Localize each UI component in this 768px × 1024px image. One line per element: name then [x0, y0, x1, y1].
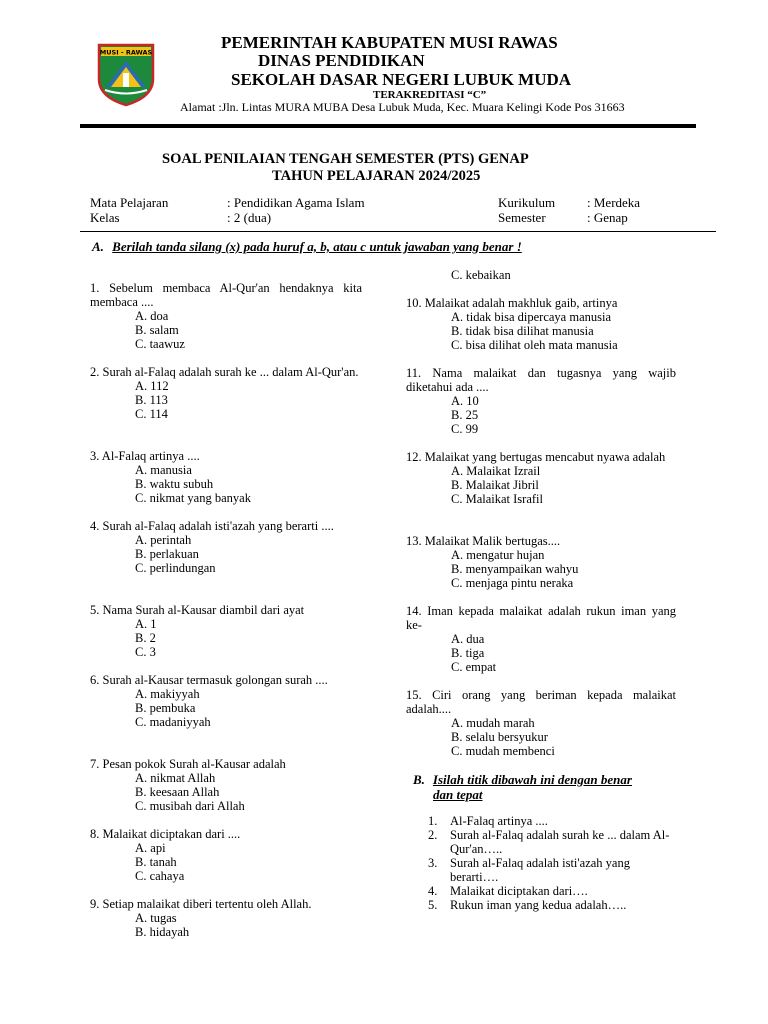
essay-item — [406, 828, 676, 856]
answer-option[interactable]: C. mudah membenci — [451, 744, 555, 758]
essay-item-number: 4. — [428, 884, 438, 898]
answer-option[interactable]: B. 113 — [135, 393, 168, 407]
question-text: 7. Pesan pokok Surah al-Kausar adalah — [90, 757, 286, 771]
essay-item-text: Malaikat diciptakan dari…. — [450, 884, 588, 898]
answer-option[interactable]: B. waktu subuh — [135, 477, 214, 491]
answer-option[interactable]: C. bisa dilihat oleh mata manusia — [451, 338, 618, 352]
essay-item-number: 2. — [428, 828, 438, 842]
essay-item-text: Surah al-Falaq adalah surah ke ... dalam Al-Qur'an….. — [450, 828, 670, 856]
answer-option[interactable]: A. Malaikat Izrail — [451, 464, 541, 478]
question-text: 4. Surah al-Falaq adalah isti'azah yang berarti .... — [90, 519, 334, 533]
answer-option[interactable]: A. 112 — [135, 379, 169, 393]
section-b-heading — [413, 772, 683, 802]
answer-option[interactable]: B. tiga — [451, 646, 485, 660]
answer-option[interactable]: A. mengatur hujan — [451, 548, 545, 562]
section-a-letter: A. — [92, 239, 104, 254]
question-13 — [406, 534, 676, 590]
answer-option[interactable]: B. 2 — [135, 631, 156, 645]
essay-item-number: 1. — [428, 814, 438, 828]
answer-option[interactable]: C. kebaikan — [451, 268, 511, 282]
exam-year: TAHUN PELAJARAN 2024/2025 — [272, 168, 481, 184]
essay-item-number: 5. — [428, 898, 438, 912]
essay-item-text: Rukun iman yang kedua adalah….. — [450, 898, 627, 912]
essay-item — [406, 898, 676, 912]
question-6 — [90, 673, 362, 729]
essay-item-number: 3. — [428, 856, 438, 870]
answer-option[interactable]: B. tidak bisa dilihat manusia — [451, 324, 594, 338]
answer-option[interactable]: A. 10 — [451, 394, 479, 408]
question-4 — [90, 519, 362, 575]
answer-option[interactable]: C. 99 — [451, 422, 479, 436]
answer-option[interactable]: B. perlakuan — [135, 547, 199, 561]
answer-option[interactable]: C. 114 — [135, 407, 168, 421]
answer-option[interactable]: C. perlindungan — [135, 561, 216, 575]
answer-option[interactable]: C. empat — [451, 660, 497, 674]
answer-option[interactable]: B. keesaan Allah — [135, 785, 220, 799]
answer-option[interactable]: A. manusia — [135, 463, 192, 477]
semester-value: : Genap — [587, 210, 628, 225]
accreditation: TERAKREDITASI “C” — [373, 89, 487, 101]
question-text: 3. Al-Falaq artinya .... — [90, 449, 200, 463]
question-text: 5. Nama Surah al-Kausar diambil dari ayat — [90, 603, 305, 617]
answer-option[interactable]: C. Malaikat Israfil — [451, 492, 543, 506]
section-b-instruction-line2: dan tepat — [433, 787, 483, 802]
answer-option[interactable]: C. 3 — [135, 645, 156, 659]
answer-option[interactable]: C. taawuz — [135, 337, 185, 351]
question-2 — [90, 365, 362, 421]
meta-divider — [80, 231, 716, 232]
question-3 — [90, 449, 362, 505]
answer-option[interactable]: B. Malaikat Jibril — [451, 478, 539, 492]
essay-item — [406, 884, 676, 898]
section-b-instruction-line1: Isilah titik dibawah ini dengan benar — [432, 772, 632, 787]
question-text: 14. Iman kepada malaikat adalah rukun iman yang ke- — [406, 604, 676, 632]
section-b-letter: B. — [413, 772, 425, 787]
section-a-instruction: Berilah tanda silang (x) pada huruf a, b, atau c untuk jawaban yang benar ! — [112, 239, 522, 254]
question-text: 13. Malaikat Malik bertugas.... — [406, 534, 561, 548]
essay-item-text: Surah al-Falaq adalah isti'azah yang berarti…. — [450, 856, 630, 884]
answer-option[interactable]: B. hidayah — [135, 925, 190, 939]
class-label: Kelas — [90, 210, 120, 225]
question-text: 2. Surah al-Falaq adalah surah ke ... dalam Al-Qur'an. — [90, 365, 359, 379]
answer-option[interactable]: B. selalu bersyukur — [451, 730, 548, 744]
class-value: : 2 (dua) — [227, 210, 272, 225]
question-text: 1. Sebelum membaca Al-Qur'an hendaknya kita membaca .... — [90, 281, 362, 309]
semester-label: Semester — [498, 210, 546, 225]
essay-item-text: Al-Falaq artinya .... — [450, 814, 548, 828]
answer-option[interactable]: A. tidak bisa dipercaya manusia — [451, 310, 612, 324]
question-text: 8. Malaikat diciptakan dari .... — [90, 827, 241, 841]
answer-option[interactable]: C. madaniyyah — [135, 715, 211, 729]
question-8 — [90, 827, 362, 883]
gov-title: PEMERINTAH KABUPATEN MUSI RAWAS — [221, 33, 558, 52]
subject-value: : Pendidikan Agama Islam — [227, 195, 365, 210]
question-5 — [90, 603, 362, 659]
answer-option[interactable]: B. salam — [135, 323, 179, 337]
answer-option[interactable]: C. menjaga pintu neraka — [451, 576, 574, 590]
school-logo — [97, 43, 155, 107]
answer-option[interactable]: B. 25 — [451, 408, 479, 422]
question-text: 11. Nama malaikat dan tugasnya yang wajib diketahui ada .... — [406, 366, 676, 394]
question-14 — [406, 604, 676, 674]
answer-option[interactable]: A. tugas — [135, 911, 177, 925]
answer-option[interactable]: A. perintah — [135, 533, 192, 547]
question-12 — [406, 450, 676, 506]
answer-option[interactable]: A. nikmat Allah — [135, 771, 216, 785]
answer-option[interactable]: C. cahaya — [135, 869, 185, 883]
answer-option[interactable]: B. pembuka — [135, 701, 196, 715]
department-title: DINAS PENDIDIKAN — [258, 51, 425, 70]
question-text: 9. Setiap malaikat diberi tertentu oleh Allah. — [90, 897, 312, 911]
question-11 — [406, 366, 676, 436]
curriculum-value: : Merdeka — [587, 195, 641, 210]
answer-option[interactable]: B. tanah — [135, 855, 177, 869]
question-text: 15. Ciri orang yang beriman kepada malaikat adalah.... — [406, 688, 676, 716]
question-9 — [90, 897, 362, 939]
answer-option[interactable]: A. mudah marah — [451, 716, 535, 730]
answer-option[interactable]: C. musibah dari Allah — [135, 799, 245, 813]
school-title: SEKOLAH DASAR NEGERI LUBUK MUDA — [231, 70, 572, 89]
question-10 — [406, 296, 676, 352]
question-text: 12. Malaikat yang bertugas mencabut nyawa adalah — [406, 450, 666, 464]
letterhead-divider — [80, 124, 696, 128]
question-15 — [406, 688, 676, 758]
question-1 — [90, 281, 362, 351]
school-address: Alamat :Jln. Lintas MURA MUBA Desa Lubuk Muda, Kec. Muara Kelingi Kode Pos 31663 — [180, 100, 625, 114]
answer-option[interactable]: A. api — [135, 841, 166, 855]
answer-option[interactable]: A. 1 — [135, 617, 157, 631]
curriculum-label: Kurikulum — [498, 195, 556, 210]
subject-label: Mata Pelajaran — [90, 195, 169, 210]
answer-option[interactable]: A. doa — [135, 309, 169, 323]
essay-item — [406, 856, 676, 884]
essay-item — [406, 814, 676, 828]
answer-option[interactable]: A. makiyyah — [135, 687, 200, 701]
question-text: 10. Malaikat adalah makhluk gaib, artinya — [406, 296, 618, 310]
answer-option[interactable]: B. menyampaikan wahyu — [451, 562, 579, 576]
essay-list — [406, 814, 676, 912]
question-text: 6. Surah al-Kausar termasuk golongan surah .... — [90, 673, 328, 687]
answer-option[interactable]: C. nikmat yang banyak — [135, 491, 251, 505]
logo-text: MUSI - RAWAS — [99, 48, 153, 57]
question-7 — [90, 757, 362, 813]
answer-option[interactable]: A. dua — [451, 632, 485, 646]
exam-title: SOAL PENILAIAN TENGAH SEMESTER (PTS) GENAP — [162, 151, 529, 167]
section-a-heading — [92, 239, 522, 254]
